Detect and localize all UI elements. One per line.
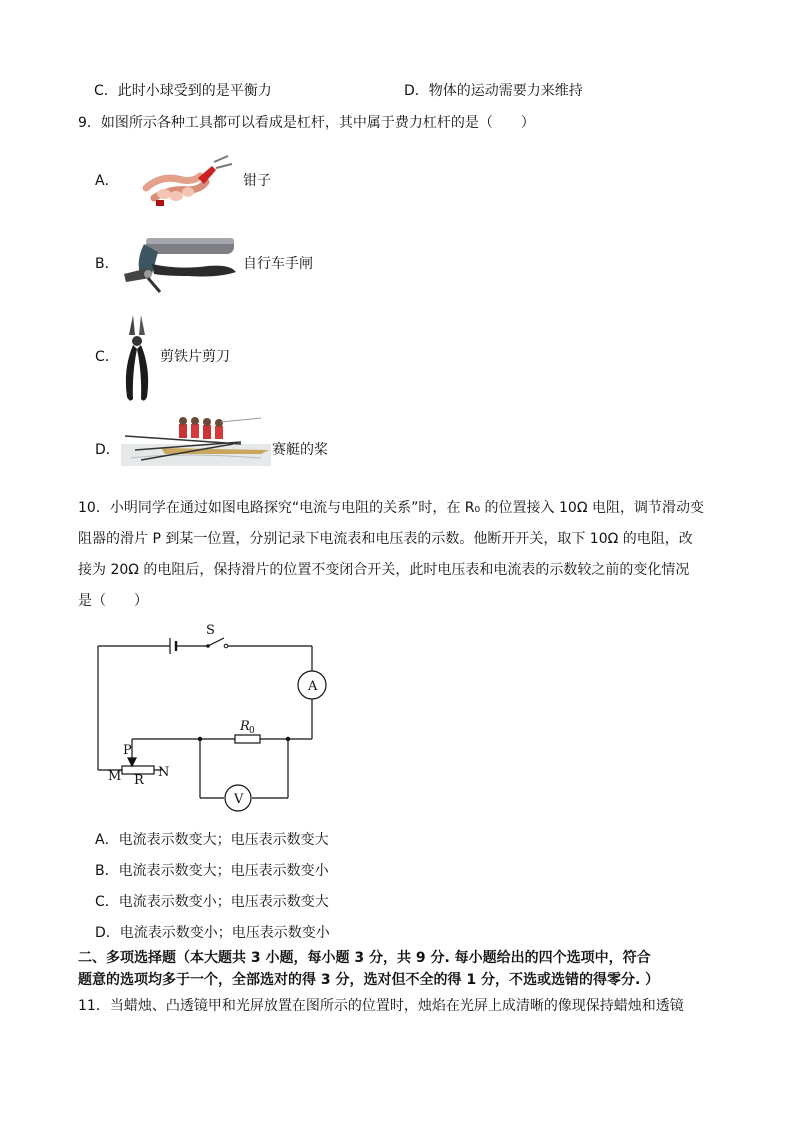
rowing-boat-oars-image [121,414,271,466]
label-ammeter: A [308,679,318,694]
circuit-diagram [90,622,340,812]
tin-snips-image [117,313,157,405]
junction-left [198,737,202,741]
q8-option-c: C．此时小球受到的是平衡力 [94,83,272,99]
label-end-m: M [108,769,122,784]
label-switch: S [206,623,215,638]
q10-option-c: C．电流表示数变小；电压表示数变大 [95,894,329,910]
switch-pivot [206,644,210,648]
q10-stem-line-3: 接为 20Ω 的电阻后，保持滑片的位置不变闭合开关，此时电压表和电流表的示数较之前的变化情况 [78,562,690,578]
q9-option-d-caption: 赛艇的桨 [272,442,328,458]
q10-option-a: A．电流表示数变大；电压表示数变大 [95,832,329,848]
label-r0-subscript: 0 [249,726,255,736]
q9-option-b-letter: B． [95,256,119,272]
label-rheostat-r: R [134,773,144,788]
q10-option-b: B．电流表示数变大；电压表示数变小 [95,863,329,879]
label-r0: R [240,719,250,734]
q9-option-c-caption: 剪铁片剪刀 [160,349,230,365]
q10-stem-line-4: 是（ ） [78,593,148,609]
switch-contact [224,644,228,648]
q9-option-a-letter: A． [95,173,119,189]
junction-right [286,737,290,741]
label-voltmeter: V [234,792,244,807]
q8-option-d: D．物体的运动需要力来维持 [404,83,583,99]
q9-option-c-letter: C． [95,349,119,365]
label-end-n: N [158,765,170,780]
q9-option-a-caption: 钳子 [243,173,271,189]
q9-stem: 9．如图所示各种工具都可以看成是杠杆，其中属于费力杠杆的是（ ） [78,115,535,131]
q10-option-d: D．电流表示数变小；电压表示数变小 [95,925,330,941]
q10-stem-line-2: 阻器的滑片 P 到某一位置，分别记录下电流表和电压表的示数。他断开开关，取下 10Ω 的电阻，改 [78,531,693,547]
label-slider-p: P [123,743,132,758]
switch-blade [208,638,224,646]
q9-option-d-letter: D． [95,442,120,458]
q11-stem-line-1: 11．当蜡烛、凸透镜甲和光屏放置在图所示的位置时，烛焰在光屏上成清晰的像现保持蜡烛和透镜 [78,998,684,1014]
pliers-image [142,152,238,210]
section-2-heading-line-1: 二、多项选择题（本大题共 3 小题，每小题 3 分，共 9 分. 每小题给出的四个选项中，符合 [78,950,651,966]
q10-stem-line-1: 10．小明同学在通过如图电路探究“电流与电阻的关系”时，在 R₀ 的位置接入 10Ω 电阻，调节滑动变 [78,500,704,516]
q9-option-b-caption: 自行车手闸 [243,256,313,272]
bicycle-brake-lever-image [118,234,240,296]
resistor-r0 [235,735,260,743]
section-2-heading-line-2: 题意的选项均多于一个，全部选对的得 3 分，选对但不全的得 1 分，不选或选错的得零分. ） [78,972,660,988]
